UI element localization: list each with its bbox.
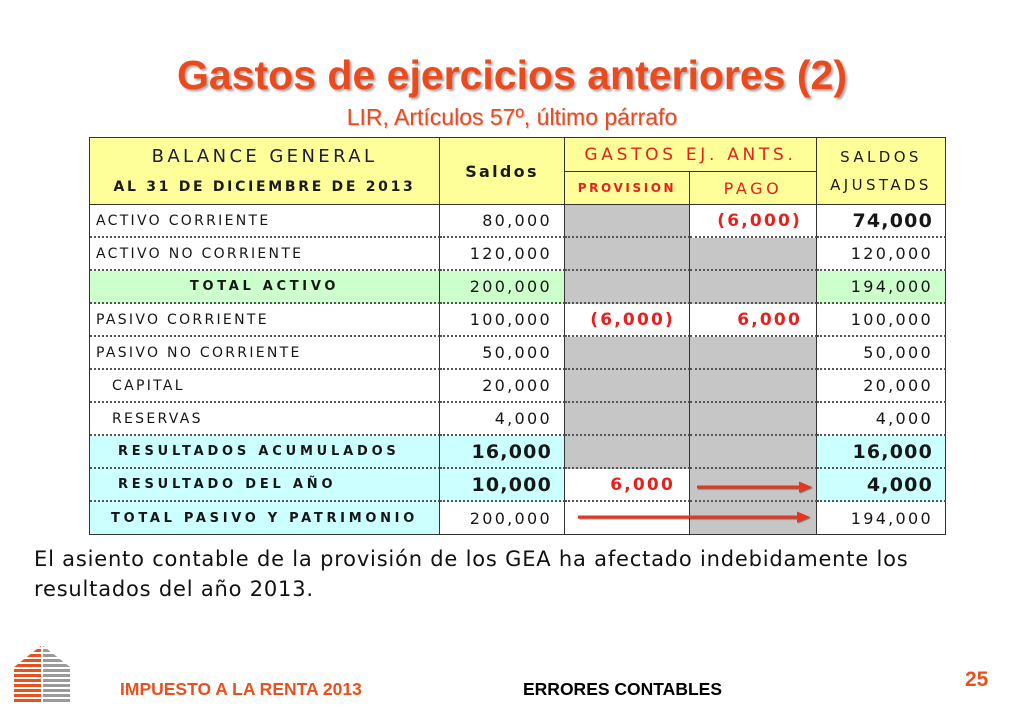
saldos-value: 10,000: [440, 469, 565, 502]
page-number: 25: [965, 668, 989, 691]
header-saldos-ajustados: [817, 138, 946, 205]
right-arrow-icon: [578, 512, 810, 523]
ajustado-value: 4,000: [817, 469, 946, 502]
arrow-result-head: [799, 482, 812, 493]
ajustado-value: 74,000: [817, 205, 946, 238]
note-line-2: resultados del año 2013.: [34, 577, 314, 601]
empty-cell: [690, 337, 817, 370]
empty-cell: [565, 337, 690, 370]
header-balance-title: BALANCE GENERAL: [151, 145, 378, 167]
row-label-total: TOTAL ACTIVO: [90, 271, 440, 304]
row-label-total: TOTAL PASIVO Y PATRIMONIO: [90, 502, 440, 535]
empty-cell: [565, 403, 690, 436]
note-line-1: El asiento contable de la provisión de los GEA ha afectado indebidamente los: [34, 547, 909, 571]
row-label: RESERVAS: [90, 403, 440, 436]
empty-cell: [565, 238, 690, 271]
slide-subtitle: LIR, Artículos 57º, último párrafo: [346, 104, 678, 130]
row-label: PASIVO NO CORRIENTE: [90, 337, 440, 370]
saldos-value: 200,000: [440, 502, 565, 535]
saldos-value: 16,000: [440, 436, 565, 469]
logo-left-half: [13, 644, 41, 704]
ajustado-value: 194,000: [817, 502, 946, 535]
pago-value: 6,000: [690, 304, 817, 337]
header-pago: PAGO: [690, 172, 817, 205]
saldos-value: 4,000: [440, 403, 565, 436]
saldos-value: 80,000: [440, 205, 565, 238]
row-label-result: RESULTADO DEL AÑO: [90, 469, 440, 502]
saldos-value: 20,000: [440, 370, 565, 403]
row-label-result: RESULTADOS ACUMULADOS: [90, 436, 440, 469]
arrow-total-head: [797, 512, 810, 523]
saldos-value: 200,000: [440, 271, 565, 304]
header-saldos: Saldos: [440, 138, 565, 205]
footer-section-title: ERRORES CONTABLES: [523, 679, 722, 699]
row-label: CAPITAL: [90, 370, 440, 403]
ajustado-value: 20,000: [817, 370, 946, 403]
ajustado-value: 194,000: [817, 271, 946, 304]
explanation-note: [34, 544, 909, 604]
saldos-value: 120,000: [440, 238, 565, 271]
row-label: PASIVO CORRIENTE: [90, 304, 440, 337]
ajustado-value: 120,000: [817, 238, 946, 271]
building-stripes-logo-icon: [13, 644, 71, 704]
logo-right-half: [43, 644, 71, 704]
header-ajustados-line1: SALDOS: [840, 148, 922, 166]
row-label: ACTIVO NO CORRIENTE: [90, 238, 440, 271]
header-balance-date: AL 31 DE DICIEMBRE DE 2013: [113, 178, 416, 195]
ajustado-value: 4,000: [817, 403, 946, 436]
empty-cell: [565, 271, 690, 304]
slide-title: Gastos de ejercicios anteriores (2): [177, 52, 847, 98]
header-balance-general: [90, 138, 440, 205]
ajustado-value: 50,000: [817, 337, 946, 370]
empty-cell: [565, 370, 690, 403]
provision-value: 6,000: [565, 469, 690, 502]
empty-cell: [690, 370, 817, 403]
footer-course-title: IMPUESTO A LA RENTA 2013: [120, 679, 362, 699]
empty-cell: [690, 271, 817, 304]
saldos-value: 100,000: [440, 304, 565, 337]
empty-cell: [690, 238, 817, 271]
balance-table: [89, 137, 946, 535]
adjustment-arrows: [570, 478, 820, 528]
empty-cell: [565, 436, 690, 469]
right-arrow-icon: [697, 482, 812, 493]
header-gastos-ej-ants: GASTOS EJ. ANTS.: [565, 138, 817, 172]
provision-value: (6,000): [565, 304, 690, 337]
empty-cell: [690, 403, 817, 436]
empty-cell: [565, 205, 690, 238]
ajustado-value: 16,000: [817, 436, 946, 469]
header-provision: PROVISION: [565, 172, 690, 205]
ajustado-value: 100,000: [817, 304, 946, 337]
saldos-value: 50,000: [440, 337, 565, 370]
row-label: ACTIVO CORRIENTE: [90, 205, 440, 238]
empty-cell: [690, 436, 817, 469]
pago-value: (6,000): [690, 205, 817, 238]
header-ajustados-line2: AJUSTADS: [830, 176, 932, 194]
